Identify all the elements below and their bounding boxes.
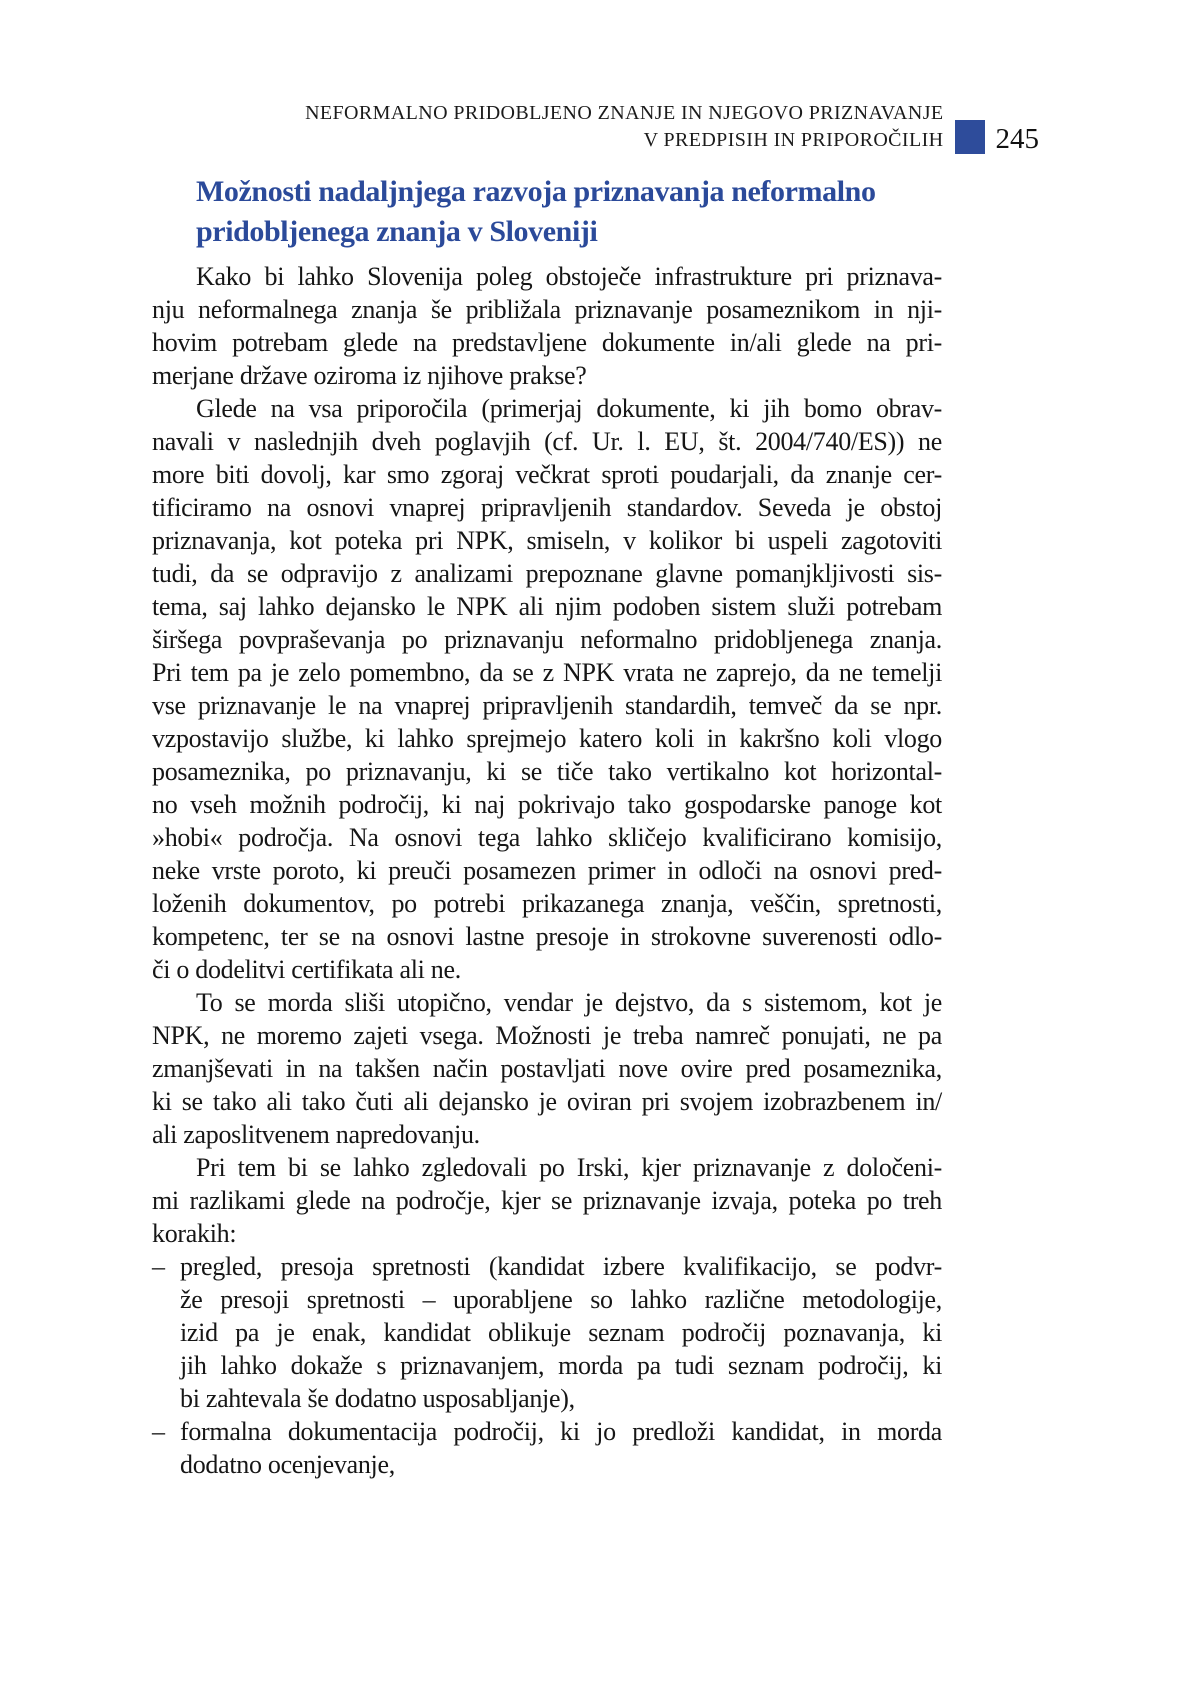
- paragraph: [152, 986, 942, 1151]
- text-line: loženih dokumentov, po potrebi prikazanega znanja, veščin, spretnosti,: [152, 889, 942, 918]
- text-line: kompetenc, ter se na osnovi lastne presoje in strokovne suverenosti odlo-: [152, 922, 942, 951]
- list-item: [152, 1250, 942, 1415]
- section-marker-square: [955, 120, 985, 154]
- text-line: izid pa je enak, kandidat oblikuje seznam področij poznavanja, ki: [180, 1318, 942, 1347]
- text-line: no vseh možnih področij, ki naj pokrivajo tako gospodarske panoge kot: [152, 790, 942, 819]
- text-line: Pri tem bi se lahko zgledovali po Irski, kjer priznavanje z določeni-: [196, 1153, 942, 1182]
- text-line: mi razlikami glede na področje, kjer se priznavanje izvaja, poteka po treh: [152, 1186, 942, 1215]
- running-header: [305, 100, 1039, 154]
- text-line: Glede na vsa priporočila (primerjaj dokumente, ki jih bomo obrav-: [196, 394, 942, 423]
- text-line: pregled, presoja spretnosti (kandidat izbere kvalifikacijo, se podvr-: [180, 1252, 942, 1281]
- text-line: že presoji spretnosti – uporabljene so lahko različne metodologije,: [180, 1285, 942, 1314]
- text-line: bi zahtevala še dodatno usposabljanje),: [180, 1384, 575, 1413]
- text-line: neke vrste poroto, ki preuči posamezen primer in odloči na osnovi pred-: [152, 856, 942, 885]
- text-line: tema, saj lahko dejansko le NPK ali njim podoben sistem služi potrebam: [152, 592, 942, 621]
- text-line: tudi, da se odpravijo z analizami prepoznane glavne pomanjkljivosti sis-: [152, 559, 942, 588]
- text-line: merjane države oziroma iz njihove prakse?: [152, 361, 587, 390]
- text-line: hovim potrebam glede na predstavljene dokumente in/ali glede na pri-: [152, 328, 942, 357]
- paragraph: [152, 1151, 942, 1250]
- text-line: ki se tako ali tako čuti ali dejansko je oviran pri svojem izobrazbenem in/: [152, 1087, 942, 1116]
- text-line: To se morda sliši utopično, vendar je dejstvo, da s sistemom, kot je: [196, 988, 942, 1017]
- running-header-line-1: NEFORMALNO PRIDOBLJENO ZNANJE IN NJEGOVO PRIZNAVANJE: [305, 102, 944, 124]
- text-line: širšega povpraševanja po priznavanju neformalno pridobljenega znanja.: [152, 625, 942, 654]
- list-dash-marker: –: [152, 1417, 165, 1446]
- text-line: jih lahko dokaže s priznavanjem, morda pa tudi seznam področij, ki: [180, 1351, 942, 1380]
- text-line: tificiramo na osnovi vnaprej pripravljenih standardov. Seveda je obstoj: [152, 493, 942, 522]
- text-line: ali zaposlitvenem napredovanju.: [152, 1120, 480, 1149]
- text-line: korakih:: [152, 1219, 237, 1248]
- page-number: 245: [995, 123, 1039, 155]
- list-item: [152, 1415, 942, 1481]
- chapter-heading: [196, 172, 942, 252]
- text-line: NPK, ne moremo zajeti vsega. Možnosti je treba namreč ponujati, ne pa: [152, 1021, 942, 1050]
- text-line: Pri tem pa je zelo pomembno, da se z NPK vrata ne zaprejo, da ne temelji: [152, 658, 942, 687]
- running-header-title: [305, 100, 943, 154]
- paragraph: [152, 392, 942, 986]
- text-line: vse priznavanje le na vnaprej pripravljenih standardih, temveč da se npr.: [152, 691, 942, 720]
- page-content: [152, 172, 942, 1481]
- text-line: Kako bi lahko Slovenija poleg obstoječe infrastrukture pri priznava-: [196, 262, 942, 291]
- text-line: »hobi« področja. Na osnovi tega lahko skličejo kvalificirano komisijo,: [152, 823, 942, 852]
- chapter-heading-line-2: pridobljenega znanja v Sloveniji: [196, 215, 598, 248]
- list-dash-marker: –: [152, 1252, 165, 1281]
- text-line: formalna dokumentacija področij, ki jo predloži kandidat, in morda: [180, 1417, 942, 1446]
- paragraph: [152, 260, 942, 392]
- text-line: nju neformalnega znanja še približala priznavanje posameznikom in nji-: [152, 295, 942, 324]
- chapter-heading-line-1: Možnosti nadaljnjega razvoja priznavanja neformalno: [196, 175, 876, 208]
- page-body: [152, 260, 942, 1481]
- text-line: dodatno ocenjevanje,: [180, 1450, 395, 1479]
- running-header-line-2: V PREDPISIH IN PRIPOROČILIH: [643, 129, 944, 151]
- text-line: more biti dovolj, kar smo zgoraj večkrat sproti poudarjali, da znanje cer-: [152, 460, 942, 489]
- text-line: či o dodelitvi certifikata ali ne.: [152, 955, 461, 984]
- text-line: priznavanja, kot poteka pri NPK, smiseln, v kolikor bi uspeli zagotoviti: [152, 526, 942, 555]
- text-line: zmanjševati in na takšen način postavljati nove ovire pred posameznika,: [152, 1054, 942, 1083]
- text-line: navali v naslednjih dveh poglavjih (cf. Ur. l. EU, št. 2004/740/ES)) ne: [152, 427, 942, 456]
- text-line: vzpostavijo službe, ki lahko sprejmejo katero koli in kakršno koli vlogo: [152, 724, 942, 753]
- text-line: posameznika, po priznavanju, ki se tiče tako vertikalno kot horizontal-: [152, 757, 942, 786]
